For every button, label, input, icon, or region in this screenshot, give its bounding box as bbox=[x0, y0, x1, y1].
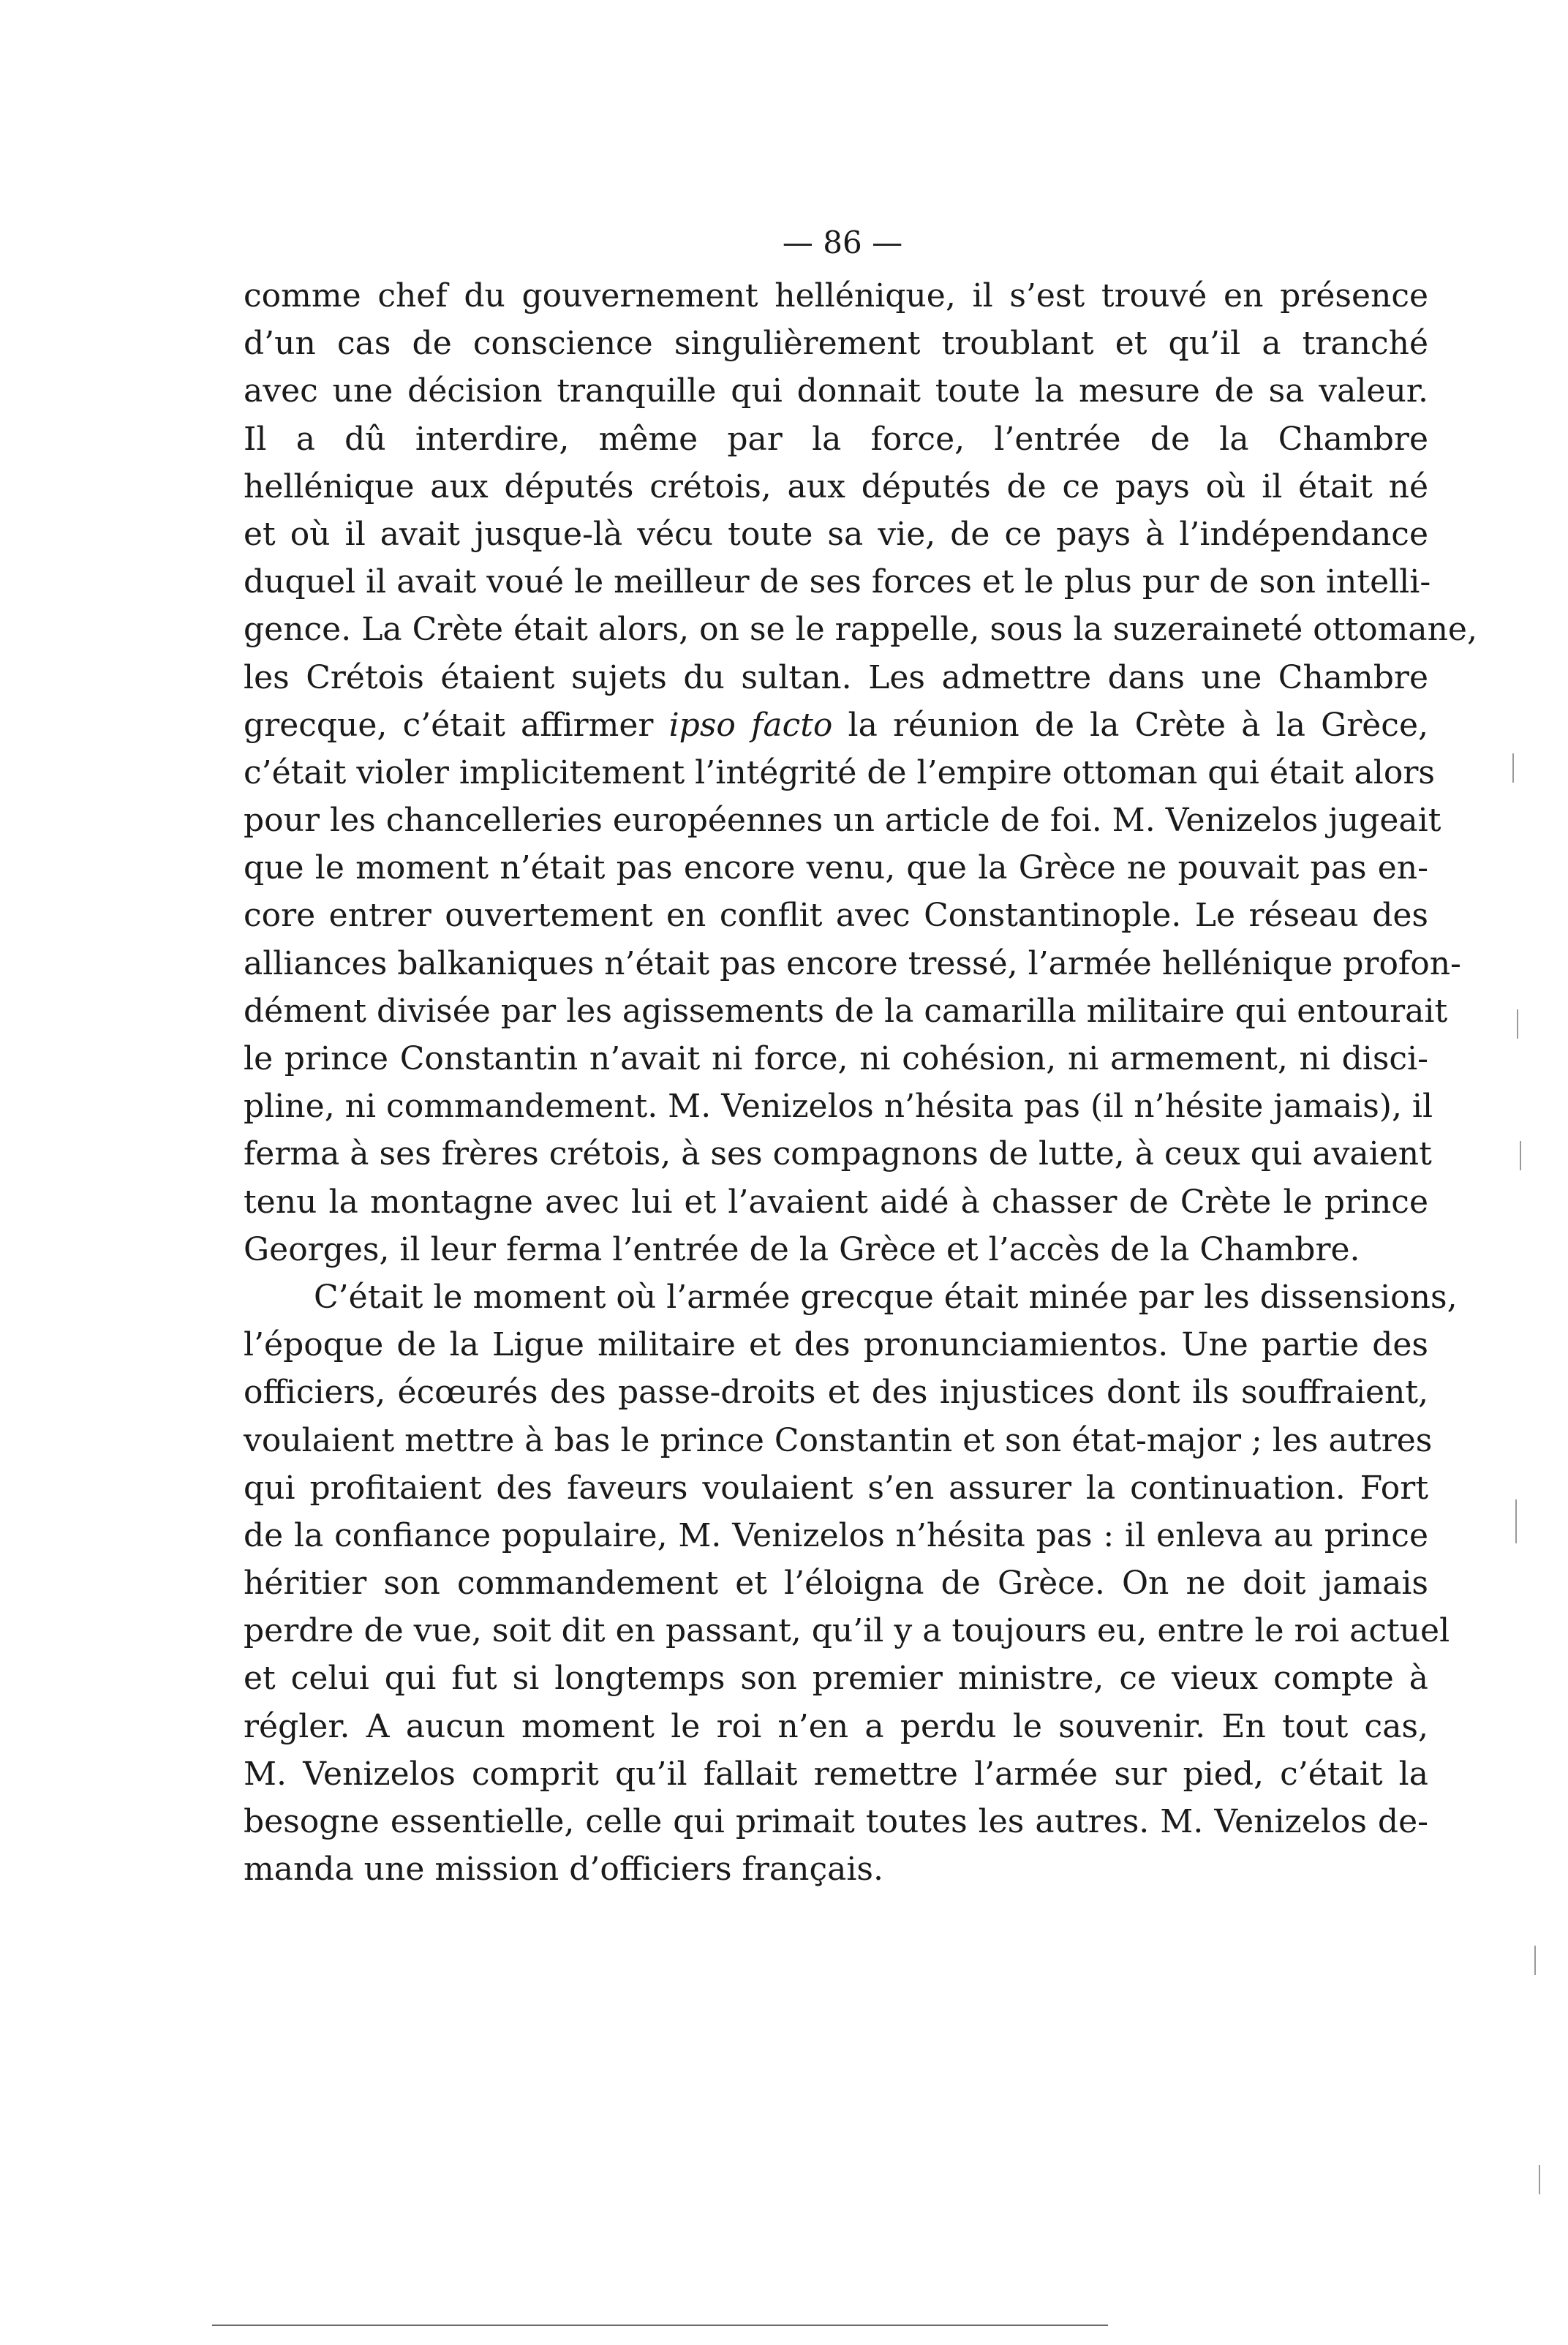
italic-phrase: ipso facto bbox=[668, 706, 833, 744]
text-line: dément divisée par les agissements de la camarilla militaire qui entourait bbox=[244, 992, 1448, 1030]
margin-mark bbox=[1534, 1946, 1536, 1975]
text-line: C’était le moment où l’armée grecque était minée par les dissensions, bbox=[314, 1278, 1458, 1316]
text-line: et où il avait jusque-là vécu toute sa vie, de ce pays à l’indépendance bbox=[244, 515, 1428, 553]
bottom-rule bbox=[212, 2325, 1108, 2326]
text-line: manda une mission d’officiers français. bbox=[244, 1851, 883, 1889]
text-line: que le moment n’était pas encore venu, que la Grèce ne pouvait pas en- bbox=[244, 849, 1428, 887]
text-line: voulaient mettre à bas le prince Constantin et son état-major ; les autres bbox=[244, 1421, 1433, 1459]
text-line-ipso-facto bbox=[244, 701, 1428, 749]
text-line: de la confiance populaire, M. Venizelos n’hésita pas : il enleva au prince bbox=[244, 1516, 1428, 1554]
margin-mark bbox=[1512, 753, 1514, 783]
margin-mark bbox=[1515, 1499, 1517, 1543]
text-line: c’était violer implicitement l’intégrité de l’empire ottoman qui était alors bbox=[244, 753, 1435, 791]
text-line: pour les chancelleries européennes un article de foi. M. Venizelos jugeait bbox=[244, 802, 1441, 840]
margin-mark bbox=[1517, 1009, 1518, 1039]
text-line: perdre de vue, soit dit en passant, qu’il y a toujours eu, entre le roi actuel bbox=[244, 1612, 1450, 1650]
text-line: gence. La Crète était alors, on se le rappelle, sous la suzeraineté ottomane, bbox=[244, 611, 1477, 649]
text-line: core entrer ouvertement en conflit avec Constantinople. Le réseau des bbox=[244, 897, 1428, 935]
text-line: duquel il avait voué le meilleur de ses forces et le plus pur de son intelli- bbox=[244, 563, 1431, 601]
text-line: besogne essentielle, celle qui primait toutes les autres. M. Venizelos de- bbox=[244, 1803, 1428, 1840]
text-line: d’un cas de conscience singulièrement troublant et qu’il a tranché bbox=[244, 325, 1428, 363]
text-line: et celui qui fut si longtemps son premier ministre, ce vieux compte à bbox=[244, 1660, 1428, 1698]
text-line: le prince Constantin n’avait ni force, ni cohésion, ni armement, ni disci- bbox=[244, 1040, 1428, 1077]
text-line: qui profitaient des faveurs voulaient s’en assurer la continuation. Fort bbox=[244, 1469, 1428, 1507]
margin-mark bbox=[1539, 2165, 1540, 2194]
text-line: Georges, il leur ferma l’entrée de la Grèce et l’accès de la Chambre. bbox=[244, 1230, 1360, 1268]
text-line: tenu la montagne avec lui et l’avaient aidé à chasser de Crète le prince bbox=[244, 1183, 1428, 1221]
text-line: héritier son commandement et l’éloigna de Grèce. On ne doit jamais bbox=[244, 1565, 1428, 1603]
text-line: Il a dû interdire, même par la force, l’entrée de la Chambre bbox=[244, 420, 1428, 458]
text-segment: la réunion de la Crète à la Grèce, bbox=[832, 706, 1428, 744]
text-line: les Crétois étaient sujets du sultan. Les admettre dans une Chambre bbox=[244, 658, 1428, 696]
text-line: l’époque de la Ligue militaire et des pronunciamientos. Une partie des bbox=[244, 1326, 1428, 1364]
text-line: officiers, écœurés des passe-droits et des injustices dont ils souffraient, bbox=[244, 1374, 1428, 1412]
body-text bbox=[244, 272, 1477, 1893]
text-line: alliances balkaniques n’était pas encore tressé, l’armée hellénique profon- bbox=[244, 944, 1461, 982]
text-line: M. Venizelos comprit qu’il fallait remettre l’armée sur pied, c’était la bbox=[244, 1755, 1428, 1793]
text-line: pline, ni commandement. M. Venizelos n’hésita pas (il n’hésite jamais), il bbox=[244, 1088, 1433, 1126]
text-line: avec une décision tranquille qui donnait toute la mesure de sa valeur. bbox=[244, 372, 1428, 410]
page-number: — 86 — bbox=[782, 225, 903, 260]
margin-mark bbox=[1520, 1141, 1521, 1170]
text-line: hellénique aux députés crétois, aux députés de ce pays où il était né bbox=[244, 467, 1428, 505]
text-line: régler. A aucun moment le roi n’en a perdu le souvenir. En tout cas, bbox=[244, 1707, 1428, 1745]
text-segment: grecque, c’était affirmer bbox=[244, 706, 669, 744]
text-line: comme chef du gouvernement hellénique, il s’est trouvé en présence bbox=[244, 277, 1428, 315]
text-line: ferma à ses frères crétois, à ses compagnons de lutte, à ceux qui avaient bbox=[244, 1135, 1432, 1173]
